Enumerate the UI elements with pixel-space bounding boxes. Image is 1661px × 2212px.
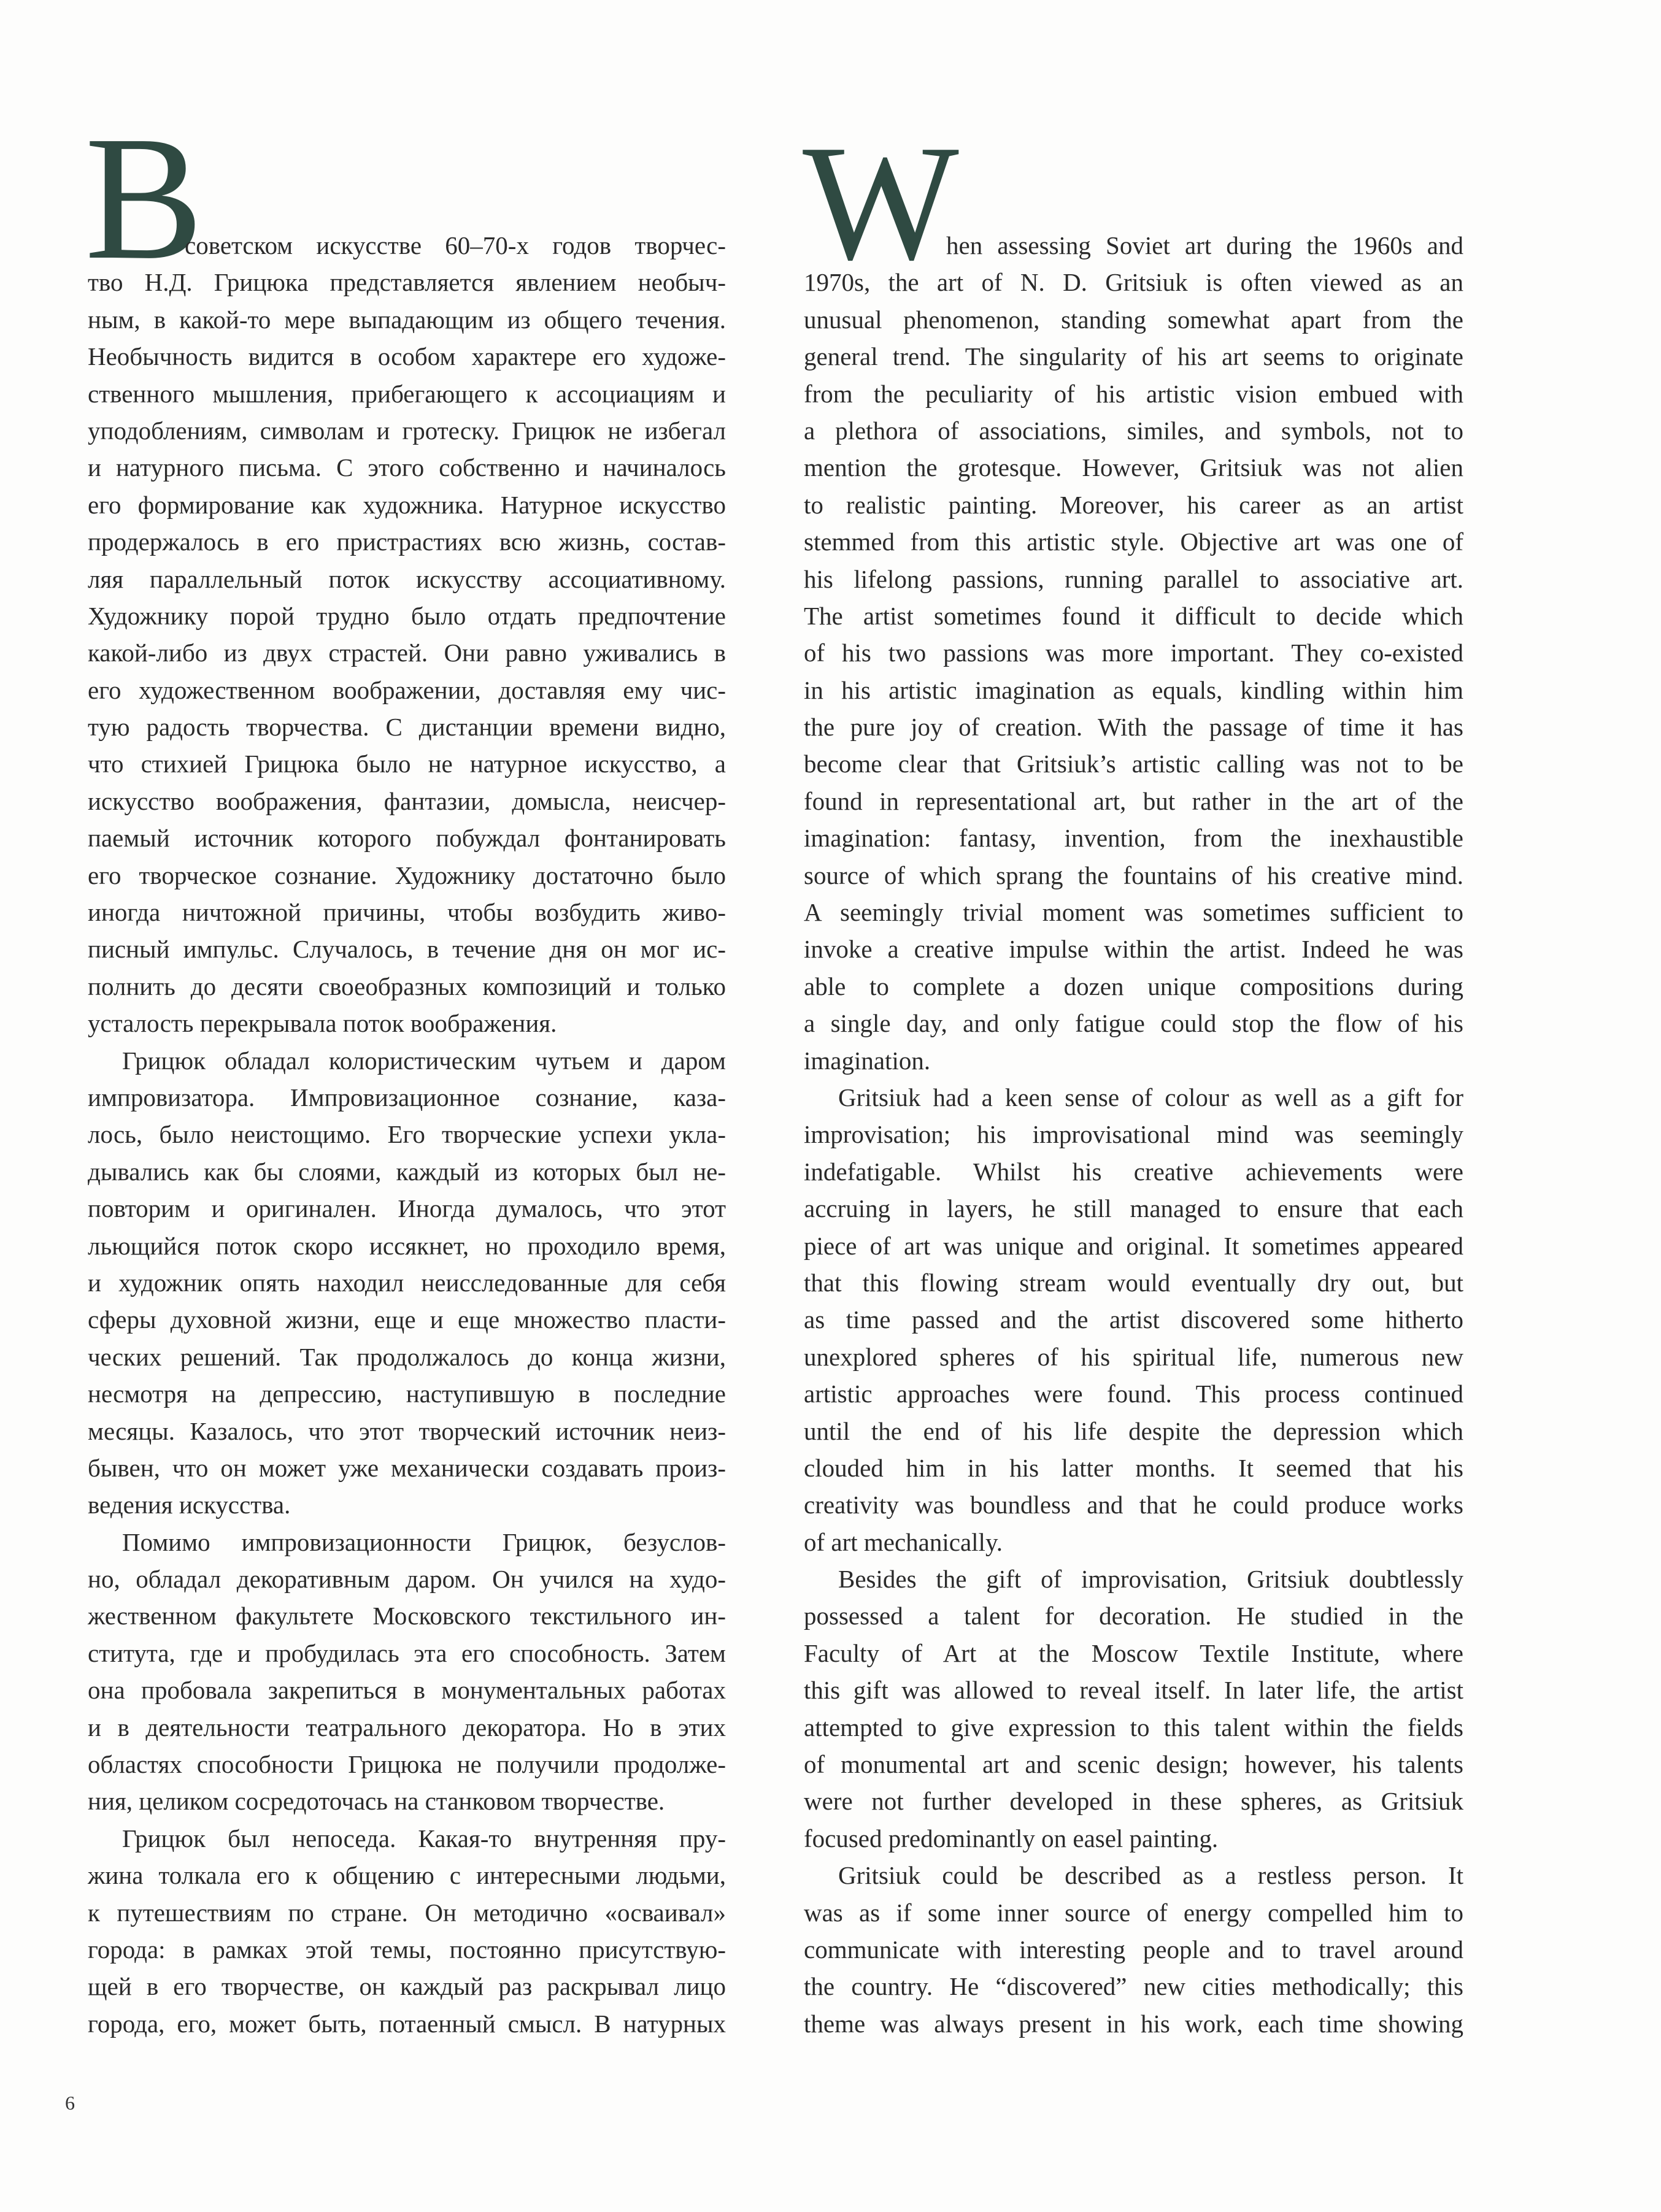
text-line: какой-либо из двух страстей. Они равно уживались в (88, 639, 726, 667)
text-line: его формирование как художника. Натурное искусство (88, 490, 726, 519)
text-line: that this flowing stream would eventually dry out, but (804, 1268, 1463, 1297)
text-line: дывались как бы слоями, каждый из которых был не- (88, 1157, 726, 1186)
text-line: лось, было неистощимо. Его творческие успехи укла- (88, 1120, 726, 1149)
text-line: focused predominantly on easel painting. (804, 1824, 1219, 1853)
text-line: theme was always present in his work, each time showing (804, 2009, 1463, 2038)
text-line: его художественном воображении, доставляя ему чис- (88, 675, 726, 704)
text-line: able to complete a dozen unique compositions during (804, 972, 1463, 1000)
text-line: импровизатора. Импровизационное сознание, каза- (88, 1083, 726, 1112)
text-line: this gift was allowed to reveal itself. In later life, the artist (804, 1676, 1463, 1705)
text-line: Gritsiuk had a keen sense of colour as well as a gift for (838, 1083, 1463, 1112)
text-line: the pure joy of creation. With the passage of time it has (804, 713, 1463, 742)
text-line: тую радость творчества. С дистанции времени видно, (88, 713, 726, 742)
text-line: месяцы. Казалось, что этот творческий источник неиз- (88, 1416, 726, 1445)
text-line: attempted to give expression to this talent within the fields (804, 1713, 1463, 1742)
text-line: сферы духовной жизни, еще и еще множество пласти- (88, 1305, 726, 1334)
text-line: become clear that Gritsiuk’s artistic calling was not to be (804, 750, 1463, 778)
text-line: mention the grotesque. However, Gritsiuk was not alien (804, 453, 1463, 482)
text-line: The artist sometimes found it difficult to decide which (804, 601, 1463, 630)
text-line: и художник опять находил неисследованные для себя (88, 1268, 726, 1297)
text-line: несмотря на депрессию, наступившую в последние (88, 1380, 726, 1408)
text-line: Грицюк обладал колористическим чутьем и даром (122, 1046, 726, 1075)
text-line: imagination. (804, 1046, 931, 1075)
text-line: of art mechanically. (804, 1527, 1003, 1556)
text-line: was as if some inner source of energy compelled him to (804, 1898, 1463, 1927)
text-line: unusual phenomenon, standing somewhat apart from the (804, 305, 1463, 334)
text-line: invoke a creative impulse within the artist. Indeed he was (804, 935, 1463, 964)
text-line: found in representational art, but rather in the art of the (804, 786, 1463, 815)
russian-text-column (88, 227, 726, 2042)
text-line: советском искусстве 60–70-х годов творчес- (185, 231, 726, 259)
text-line: она пробовала закрепиться в монументальных работах (88, 1676, 726, 1705)
text-line: усталость перекрывала поток воображения. (88, 1009, 557, 1038)
text-line: Faculty of Art at the Moscow Textile Institute, where (804, 1638, 1463, 1667)
text-line: ститута, где и пробудилась эта его способность. Затем (88, 1638, 726, 1667)
text-line: иногда ничтожной причины, чтобы возбудить живо- (88, 898, 726, 927)
text-line: stemmed from this artistic style. Objective art was one of (804, 528, 1463, 556)
text-line: бывен, что он может уже механически создавать произ- (88, 1453, 726, 1482)
text-line: clouded him in his latter months. It seemed that his (804, 1453, 1463, 1482)
text-line: города, его, может быть, потаенный смысл. В натурных (88, 2009, 726, 2038)
text-line: 1970s, the art of N. D. Gritsiuk is often viewed as an (804, 268, 1463, 297)
text-line: communicate with interesting people and to travel around (804, 1935, 1463, 1964)
text-line: продержалось в его пристрастиях всю жизнь, состав- (88, 528, 726, 556)
text-line: of his two passions was more important. They co-existed (804, 639, 1463, 667)
text-line: general trend. The singularity of his art seems to originate (804, 342, 1463, 371)
text-line: source of which sprang the fountains of his creative mind. (804, 861, 1463, 889)
text-line: и натурного письма. С этого собственно и начиналось (88, 453, 726, 482)
text-line: его творческое сознание. Художнику достаточно было (88, 861, 726, 889)
text-line: a single day, and only fatigue could stop the flow of his (804, 1009, 1463, 1038)
text-line: piece of art was unique and original. It sometimes appeared (804, 1231, 1463, 1260)
text-line: паемый источник которого побуждал фонтанировать (88, 824, 726, 853)
text-line: as time passed and the artist discovered some hitherto (804, 1305, 1463, 1334)
text-line: in his artistic imagination as equals, kindling within him (804, 675, 1463, 704)
text-line: повторим и оригинален. Иногда думалось, что этот (88, 1194, 726, 1223)
text-line: to realistic painting. Moreover, his career as an artist (804, 490, 1463, 519)
text-line: ляя параллельный поток искусству ассоциативному. (88, 564, 726, 593)
text-line: Помимо импровизационности Грицюк, безуслов- (122, 1527, 726, 1556)
page-number: 6 (65, 2092, 75, 2114)
text-line: областях способности Грицюка не получили продолже- (88, 1750, 726, 1779)
text-line: were not further developed in these spheres, as Gritsiuk (804, 1787, 1463, 1816)
text-line: a plethora of associations, similes, and symbols, not to (804, 416, 1463, 445)
english-text-column (804, 227, 1463, 2042)
text-line: until the end of his life despite the depression which (804, 1416, 1463, 1445)
text-line: A seemingly trivial moment was sometimes sufficient to (804, 898, 1463, 927)
text-line: ственного мышления, прибегающего к ассоциациям и (88, 379, 726, 408)
text-line: писный импульс. Случалось, в течение дня он мог ис- (88, 935, 726, 964)
text-line: тво Н.Д. Грицюка представляется явлением необыч- (88, 268, 726, 297)
text-line: improvisation; his improvisational mind was seemingly (804, 1120, 1463, 1149)
text-line: ным, в какой-то мере выпадающим из общего течения. (88, 305, 726, 334)
text-line: и в деятельности театрального декоратора. Но в этих (88, 1713, 726, 1742)
text-line: ческих решений. Так продолжалось до конца жизни, (88, 1342, 726, 1371)
text-line: жественном факультете Московского текстильного ин- (88, 1602, 726, 1630)
text-line: Художнику порой трудно было отдать предпочтение (88, 601, 726, 630)
text-line: ведения искусства. (88, 1491, 291, 1519)
text-line: possessed a talent for decoration. He studied in the (804, 1602, 1463, 1630)
text-line: imagination: fantasy, invention, from the inexhaustible (804, 824, 1463, 853)
text-line: города: в рамках этой темы, постоянно присутствую- (88, 1935, 726, 1964)
text-line: the country. He “discovered” new cities methodically; this (804, 1972, 1463, 2001)
drop-cap-english: W (803, 111, 959, 294)
text-line: unexplored spheres of his spiritual life, numerous new (804, 1342, 1463, 1371)
text-line: Грицюк был непоседа. Какая-то внутренняя пру- (122, 1824, 726, 1853)
text-line: indefatigable. Whilst his creative achievements were (804, 1157, 1463, 1186)
text-line: his lifelong passions, running parallel to associative art. (804, 564, 1463, 593)
text-line: of monumental art and scenic design; however, his talents (804, 1750, 1463, 1779)
text-line: полнить до десяти своеобразных композиций и только (88, 972, 726, 1000)
text-line: hen assessing Soviet art during the 1960s and (946, 231, 1463, 259)
text-line: artistic approaches were found. This process continued (804, 1380, 1463, 1408)
text-line: к путешествиям по стране. Он методично «осваивал» (88, 1898, 726, 1927)
text-line: Необычность видится в особом характере его художе- (88, 342, 726, 371)
text-line: льющийся поток скоро иссякнет, но проходило время, (88, 1231, 726, 1260)
text-line: Gritsiuk could be described as a restless person. It (838, 1861, 1463, 1890)
text-line: from the peculiarity of his artistic vision embued with (804, 379, 1463, 408)
text-line: ния, целиком сосредоточась на станковом творчестве. (88, 1787, 665, 1816)
drop-cap-russian: В (85, 99, 204, 296)
text-line: щей в его творчестве, он каждый раз раскрывал лицо (88, 1972, 726, 2001)
text-line: но, обладал декоративным даром. Он учился на худо- (88, 1565, 726, 1594)
text-line: accruing in layers, he still managed to ensure that each (804, 1194, 1463, 1223)
text-line: уподоблениям, символам и гротеску. Грицюк не избегал (88, 416, 726, 445)
text-line: что стихией Грицюка было не натурное искусство, а (88, 750, 726, 778)
text-line: Besides the gift of improvisation, Gritsiuk doubtlessly (838, 1565, 1463, 1594)
text-line: creativity was boundless and that he could produce works (804, 1491, 1463, 1519)
text-line: искусство воображения, фантазии, домысла, неисчер- (88, 786, 726, 815)
text-line: жина толкала его к общению с интересными людьми, (88, 1861, 726, 1890)
